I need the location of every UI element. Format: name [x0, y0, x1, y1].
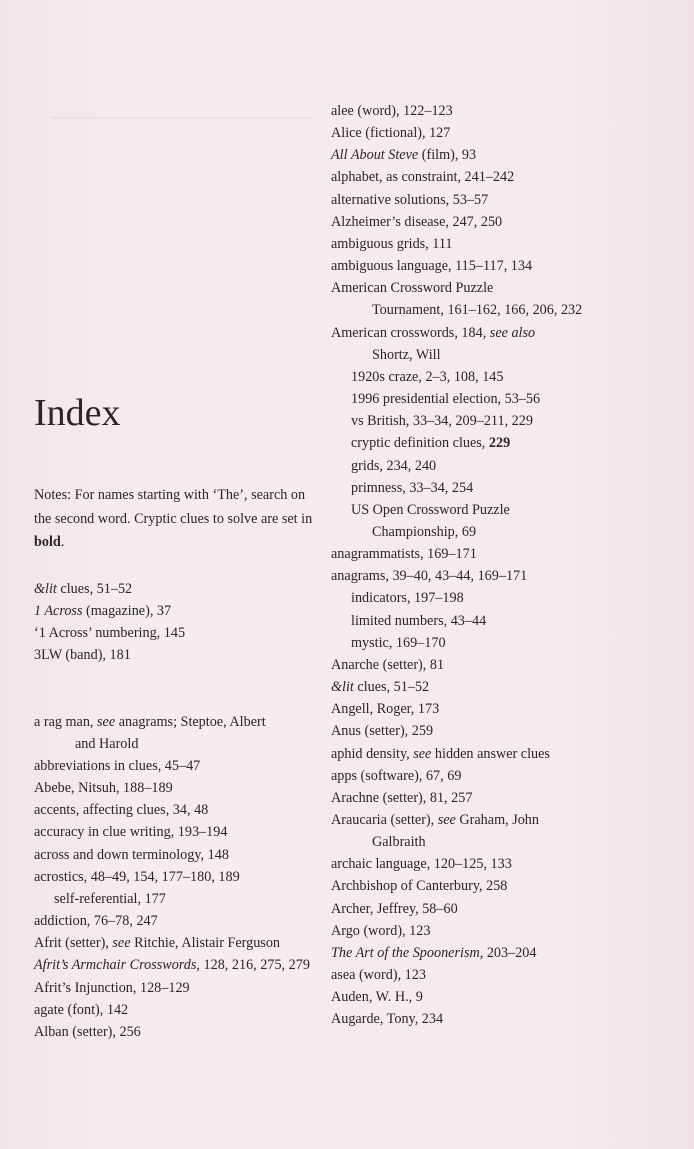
index-entry-text: asea (word), 123	[331, 967, 426, 984]
index-entry	[331, 211, 621, 233]
index-subentry	[331, 455, 621, 477]
index-entry-text: Alice (fictional), 127	[331, 125, 451, 142]
index-entry-text: alee (word), 122–123	[331, 103, 453, 119]
index-entry	[34, 821, 330, 843]
index-entry-text: Augarde, Tony, 234	[331, 1011, 444, 1028]
index-column-right	[331, 100, 621, 1031]
index-entry-text: agate (font), 142	[34, 1001, 129, 1018]
index-entry-text: Galbraith	[372, 834, 426, 851]
index-entry-text: Argo (word), 123	[331, 922, 431, 939]
index-entry	[331, 189, 621, 211]
index-entry-text: acrostics, 48–49, 154, 177–180, 189	[34, 868, 240, 885]
index-entry	[331, 233, 621, 255]
index-entry-text: hidden answer clues	[431, 745, 550, 762]
index-entry	[331, 543, 621, 565]
index-subentry	[331, 410, 621, 432]
index-entry-text: across and down terminology, 148	[34, 846, 229, 863]
index-entry-continuation	[331, 521, 621, 543]
index-entry-continuation	[331, 299, 621, 321]
index-entry-text: aphid density,	[331, 745, 414, 762]
show-through-text: ~~~~~~~~~~~~~~~~~~~~~~~~~~~~~~~~~~~~~	[52, 110, 313, 125]
index-entry	[331, 942, 621, 964]
index-entry-text: anagrams, 39–40, 43–44, 169–171	[331, 568, 528, 585]
index-entry-text: apps (software), 67, 69	[331, 767, 462, 784]
index-entry-text: limited numbers, 43–44	[351, 612, 487, 629]
index-entry-text: American crosswords, 184,	[331, 324, 490, 341]
index-entry	[34, 1021, 330, 1043]
index-entry-text: (magazine), 37	[82, 603, 172, 620]
index-entry	[331, 809, 621, 831]
index-entry-text: see	[413, 745, 432, 762]
index-entry-text: archaic language, 120–125, 133	[331, 856, 512, 873]
index-entry	[34, 644, 330, 666]
index-entry-text: abbreviations in clues, 45–47	[34, 757, 201, 774]
index-entry	[331, 698, 621, 720]
index-entry-text: see	[97, 713, 116, 730]
index-entry-text: The Art of the Spoonerism,	[331, 944, 484, 961]
index-entry-text: vs British, 33–34, 209–211, 229	[351, 413, 533, 430]
index-entry	[34, 799, 330, 821]
index-entry	[331, 144, 621, 166]
index-entry-text: cryptic definition clues,	[351, 435, 489, 452]
index-column-left	[34, 578, 330, 1043]
index-entry	[34, 844, 330, 866]
index-entry-text: Ritchie, Alistair Ferguson	[130, 935, 281, 952]
index-entry-text: mystic, 169–170	[351, 634, 446, 651]
index-entry	[331, 676, 621, 698]
index-entry-text: indicators, 197–198	[351, 590, 464, 607]
index-entry-text: anagrammatists, 169–171	[331, 546, 477, 563]
notes-end: .	[60, 534, 65, 551]
index-subentry	[331, 610, 621, 632]
index-section-gap	[34, 667, 330, 711]
index-entry	[34, 755, 330, 777]
index-entry	[331, 898, 621, 920]
index-entry	[331, 743, 621, 765]
index-entry-continuation	[331, 831, 621, 853]
index-entry-text: Graham, John	[455, 812, 539, 828]
index-entry	[331, 920, 621, 942]
index-entry-text: 1996 presidential election, 53–56	[351, 391, 541, 408]
index-entry-text: Angell, Roger, 173	[331, 701, 440, 718]
index-entry	[331, 720, 621, 742]
index-entry	[331, 1008, 621, 1030]
index-entry-text: Archer, Jeffrey, 58–60	[331, 900, 458, 917]
index-entry	[331, 255, 621, 277]
index-entry	[331, 654, 621, 676]
index-entry	[34, 999, 330, 1021]
index-subentry	[331, 477, 621, 499]
index-entry-text: Afrit’s Injunction, 128–129	[34, 979, 190, 996]
index-subentry	[34, 888, 330, 910]
index-entry-text: 1 Across	[34, 603, 83, 620]
index-entry-text: All About Steve	[331, 147, 419, 164]
index-entry	[331, 100, 621, 122]
index-entry-text: addiction, 76–78, 247	[34, 913, 158, 930]
index-entry-text: accents, affecting clues, 34, 48	[34, 802, 209, 819]
index-entry-continuation	[331, 344, 621, 366]
index-entry-text: Alzheimer’s disease, 247, 250	[331, 213, 503, 230]
index-entry	[331, 565, 621, 587]
index-entry-text: grids, 234, 240	[351, 457, 437, 474]
index-entry-text: Arachne (setter), 81, 257	[331, 789, 473, 806]
index-entry-text: see also	[489, 324, 536, 341]
index-entry-text: ambiguous grids, 111	[331, 235, 453, 252]
index-subentry	[331, 432, 621, 454]
index-entry-text: Archbishop of Canterbury, 258	[331, 878, 508, 895]
index-entry-continuation	[34, 733, 330, 755]
index-entry	[34, 578, 330, 600]
index-entry	[331, 875, 621, 897]
index-subentry	[331, 499, 621, 521]
index-entry-text: accuracy in clue writing, 193–194	[34, 824, 228, 841]
index-entry-text: alternative solutions, 53–57	[331, 191, 489, 208]
index-notes	[34, 484, 324, 555]
index-entry-text: see	[437, 812, 456, 828]
index-entry	[331, 166, 621, 188]
index-entry-text: anagrams; Steptoe, Albert	[115, 713, 266, 730]
index-entry-text: (film), 93	[418, 147, 477, 164]
index-entry-text: Alban (setter), 256	[34, 1023, 141, 1040]
index-entry-text: Araucaria (setter),	[331, 812, 438, 828]
index-subentry	[331, 632, 621, 654]
index-entry	[331, 986, 621, 1008]
index-entry-text: 203–204	[483, 944, 537, 961]
index-entry-text: self-referential, 177	[54, 890, 166, 907]
index-entry	[331, 853, 621, 875]
index-entry	[34, 600, 330, 622]
index-entry-text: and Harold	[75, 735, 139, 752]
index-subentry	[331, 388, 621, 410]
index-entry-text: Abebe, Nitsuh, 188–189	[34, 780, 173, 797]
index-entry-text: &lit	[34, 581, 57, 597]
index-entry-text: a rag man,	[34, 713, 98, 730]
index-entry	[34, 777, 330, 799]
index-entry-text: clues, 51–52	[56, 581, 133, 597]
index-entry-text: Afrit’s Armchair Crosswords,	[34, 957, 200, 974]
index-entry	[331, 964, 621, 986]
notes-bold-word: bold	[34, 534, 61, 551]
index-heading: Index	[34, 392, 121, 434]
index-entry-text: Shortz, Will	[372, 346, 441, 363]
index-entry-text: 229	[488, 435, 511, 452]
index-entry	[34, 711, 330, 733]
index-entry	[34, 910, 330, 932]
index-entry-text: Tournament, 161–162, 166, 206, 232	[372, 302, 583, 319]
index-entry-text: primness, 33–34, 254	[351, 479, 474, 496]
index-entry	[34, 932, 330, 954]
index-entry-text: Championship, 69	[372, 523, 477, 540]
index-entry-text: 3LW (band), 181	[34, 647, 131, 664]
index-subentry	[331, 587, 621, 609]
index-entry	[331, 277, 621, 299]
index-entry-text: Afrit (setter),	[34, 935, 113, 952]
index-entry	[34, 977, 330, 999]
index-entry-text: clues, 51–52	[353, 679, 430, 696]
index-entry	[34, 866, 330, 888]
index-entry	[331, 122, 621, 144]
index-entry-text: Anarche (setter), 81	[331, 656, 445, 673]
index-entry-text: Auden, W. H., 9	[331, 989, 423, 1006]
index-entry-text: 1920s craze, 2–3, 108, 145	[351, 368, 504, 385]
notes-text: Notes: For names starting with ‘The’, search on the second word. Cryptic clues to solve are set in	[34, 487, 313, 527]
index-subentry	[331, 366, 621, 388]
index-entry-text: ‘1 Across’ numbering, 145	[34, 625, 186, 642]
index-entry-text: see	[112, 935, 131, 952]
index-entry	[34, 622, 330, 644]
index-entry-text: ambiguous language, 115–117, 134	[331, 258, 533, 275]
index-entry	[331, 787, 621, 809]
index-entry-text: US Open Crossword Puzzle	[351, 501, 510, 518]
index-entry	[331, 765, 621, 787]
index-entry-text: Anus (setter), 259	[331, 723, 434, 740]
index-entry-text: 128, 216, 275, 279	[199, 957, 310, 974]
index-entry-text: &lit	[331, 679, 354, 696]
index-entry	[331, 322, 621, 344]
index-entry	[34, 954, 330, 976]
index-entry-text: American Crossword Puzzle	[331, 280, 494, 297]
index-entry-text: alphabet, as constraint, 241–242	[331, 169, 515, 186]
